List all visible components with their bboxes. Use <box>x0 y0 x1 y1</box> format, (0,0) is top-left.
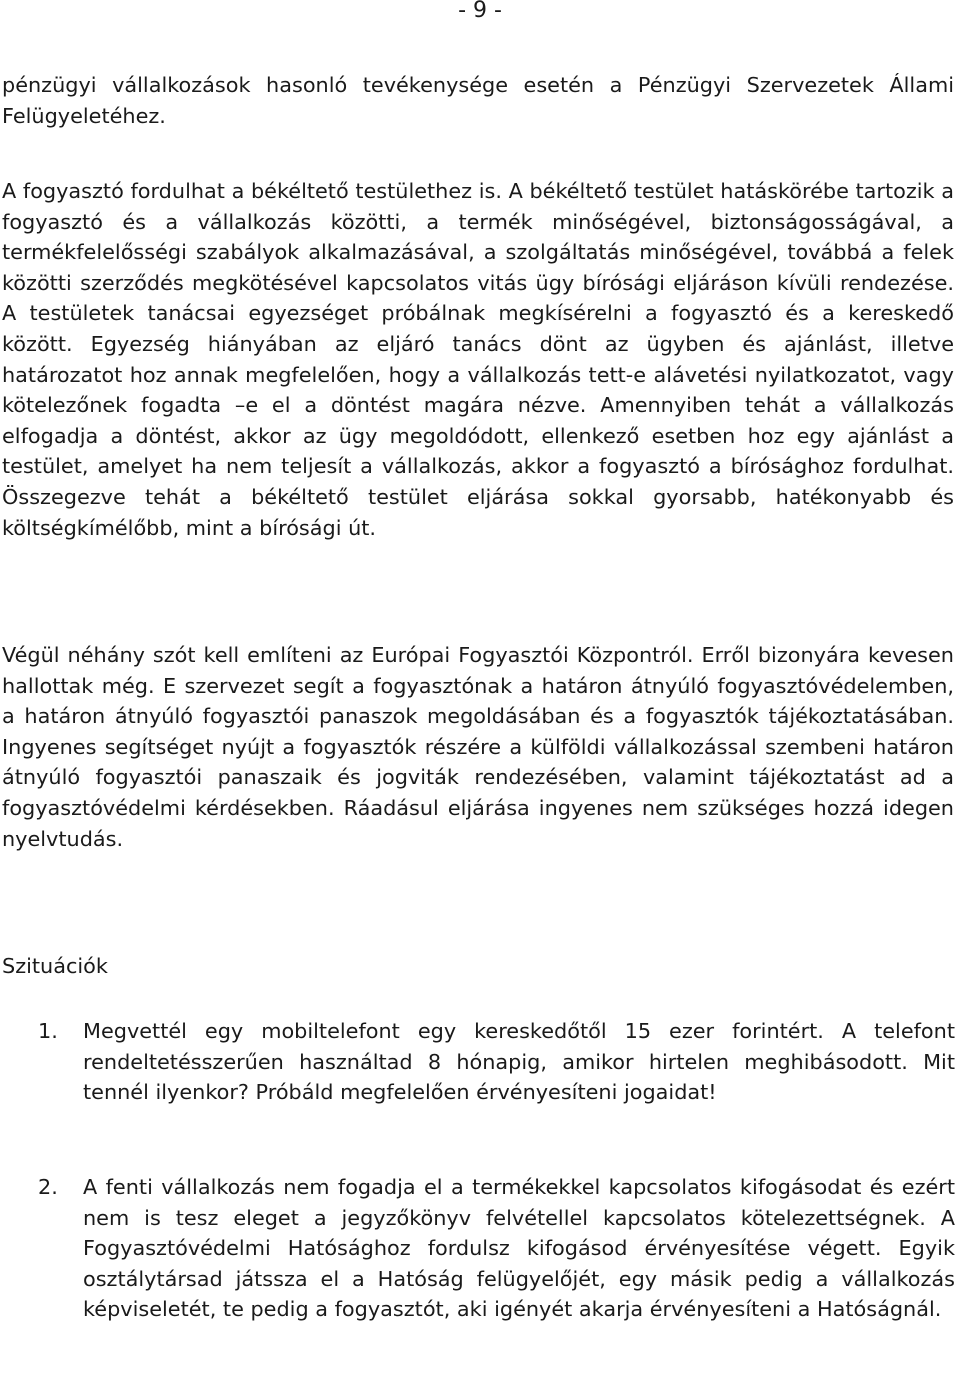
page-number: - 9 - <box>458 0 502 23</box>
list-item-number: 1. <box>38 1019 58 1043</box>
paragraph-european-consumer-centre: Végül néhány szót kell említeni az Európai Fogyasztói Központról. Erről bizonyára kevesen hallottak még. E szervezet segít a fogyasztónak a határon átnyúló fogyasztóvédelemben, a határon átnyúló fogyasztói panaszok megoldásában és a fogyasztók tájékoztatásában. Ingyenes segítséget nyújt a fogyasztók részére a külföldi vállalkozással szembeni határon átnyúló fogyasztói panaszaik és jogviták rendezésében, valamint tájékoztatást ad a fogyasztóvédelmi kérdésekben. Ráadásul eljárása ingyenes nem szükséges hozzá idegen nyelvtudás. <box>2 643 954 851</box>
paragraph-conciliation-board: A fogyasztó fordulhat a békéltető testülethez is. A békéltető testület hatáskörébe tartozik a fogyasztó és a vállalkozás közötti, a termék minőségével, biztonságosságával, a termékfelelősségi szabályok alkalmazásával, a szolgáltatás minőségével, továbbá a felek közötti szerződés megkötésével kapcsolatos vitás ügy bírósági eljáráson kívüli rendezése. A testületek tanácsai egyezséget próbálnak megkísérelni a fogyasztó és a kereskedő között. Egyezség hiányában az eljáró tanács dönt az ügyben és ajánlást, illetve határozatot hoz annak megfelelően, hogy a vállalkozás tett-e alávetési nyilatkozatot, vagy kötelezőnek fogadta –e el a döntést magára nézve. Amennyiben tehát a vállalkozás elfogadja a döntést, akkor az ügy megoldódott, ellenkező esetben hoz egy ajánlást a testület, amelyet ha nem teljesít a vállalkozás, akkor a fogyasztó a bírósághoz fordulhat. Összegezve tehát a békéltető testület eljárása sokkal gyorsabb, hatékonyabb és költségkímélőbb, mint a bírósági út. <box>2 179 954 540</box>
paragraph-financial-supervision: pénzügyi vállalkozások hasonló tevékenysége esetén a Pénzügyi Szervezetek Állami Felügyeletéhez. <box>2 73 954 128</box>
list-item-number: 2. <box>38 1175 58 1199</box>
list-item-text: Megvettél egy mobiltelefont egy kereskedőtől 15 ezer forintért. A telefont rendeltetésszerűen használtad 8 hónapig, amikor hirtelen meghibásodott. Mit tennél ilyenkor? Próbáld megfelelően érvényesíteni jogaidat! <box>83 1019 955 1105</box>
list-item-text: A fenti vállalkozás nem fogadja el a termékekkel kapcsolatos kifogásodat és ezért nem is tesz eleget a jegyzőkönyv felvétellel kapcsolatos kötelezettségnek. A Fogyasztóvédelmi Hatósághoz fordulsz kifogásod érvényesítése végett. Egyik osztálytársad játssza el a Hatóság felügyelőjét, egy másik pedig a vállalkozás képviseletét, te pedig a fogyasztót, aki igényét akarja érvényesíteni a Hatóságnál. <box>83 1175 955 1322</box>
section-heading-situations: Szituációk <box>2 954 108 978</box>
